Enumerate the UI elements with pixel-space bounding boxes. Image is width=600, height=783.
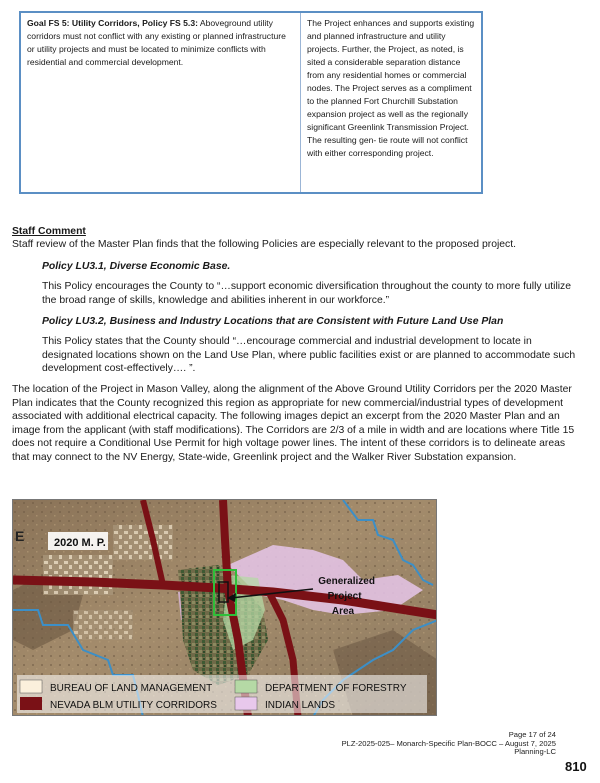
footer-department: Planning-LC <box>514 747 556 757</box>
location-paragraph: The location of the Project in Mason Valley, along the alignment of the Above Ground Utility Corridors per the 2020 Master Plan indicates that the County recognized this region as appropriate for new commercial/industrial types of development associated with additional electrical capacity. The following images depict an excerpt from the 2020 Master Plan and an image from the applicant (with staff modifications). The Corridors are 2/3 of a mile in width and are locations where Title 15 does not require a Conditional Use Permit for high voltage power lines. The intent of these corridors is to delineate areas that may connect to the NV Energy, State-wide, Greenlink project and the Walker River Substation expansion. <box>12 384 575 463</box>
policy-lu32-title: Policy LU3.2, Business and Industry Locations that are Consistent with Future Land Use Plan <box>42 316 504 327</box>
blm-patch-south <box>73 610 133 640</box>
policy-lu31-body: This Policy encourages the County to “…support economic diversification throughout the county to more fully utilize the broad range of skills, knowledge and abilities inherent in our workforce.” <box>42 281 572 306</box>
footer-reference: PLZ-2025-025– Monarch-Specific Plan-BOCC – August 7, 2025 <box>341 738 556 748</box>
map-legend <box>17 675 427 713</box>
legend-swatch-forestry <box>235 680 257 693</box>
legend-label-blm: BUREAU OF LAND MANAGEMENT <box>50 683 213 694</box>
policy-lu32-body: This Policy states that the County should “…encourage commercial and industrial development to locate in designated locations shown on the Land Use Plan, where public facilities exist or are planned to accommodate such development cost-effectively…. ”. <box>42 336 576 375</box>
legend-swatch-blm <box>20 680 42 693</box>
annotation-line-3: Area <box>331 606 355 617</box>
map-graphic <box>13 500 437 716</box>
staff-comment-heading: Staff Comment <box>12 226 86 237</box>
master-plan-map <box>12 499 437 716</box>
legend-label-corridors: NEVADA BLM UTILITY CORRIDORS <box>50 700 217 711</box>
staff-intro: Staff review of the Master Plan finds that the following Policies are especially relevant to the proposed project. <box>12 239 517 250</box>
page-number: 810 <box>565 759 587 774</box>
legend-swatch-indian-lands <box>235 697 257 710</box>
policy-table <box>19 11 483 194</box>
map-label: 2020 M. P. <box>54 537 106 549</box>
page-footer <box>342 731 556 757</box>
annotation-line-2: Project <box>327 591 362 602</box>
legend-swatch-corridors <box>20 697 42 710</box>
goal-text: Aboveground utility corridors must not conflict with any existing or planned infrastructure or utility projects and must be located to minimize conflicts with residential and commercial development. <box>27 18 286 67</box>
goal-label: Goal FS 5: Utility Corridors, Policy FS 5.3: <box>27 18 198 28</box>
legend-label-indian-lands: INDIAN LANDS <box>265 700 336 711</box>
blm-patch-north <box>113 525 173 560</box>
annotation-line-1: Generalized <box>318 576 375 587</box>
policy-goal-cell <box>21 13 301 192</box>
blm-patch-west <box>43 555 113 595</box>
legend-label-forestry: DEPARTMENT OF FORESTRY <box>265 683 407 694</box>
project-response-cell: The Project enhances and supports existing and planned infrastructure and utility projects. Further, the Project, as noted, is sited a considerable separation distance from any residential homes or commercial nodes. The Project serves as a compliment to the planned Fort Churchill Substation expansion project as well as the regionally significant Greenlink Transmission Project. The resulting gen- tie route will not conflict with either corresponding project. <box>307 18 475 158</box>
policy-lu31-title: Policy LU3.1, Diverse Economic Base. <box>42 261 231 272</box>
footer-page-count: Page 17 of 24 <box>508 730 556 739</box>
map-corner-letter: E <box>15 528 25 544</box>
